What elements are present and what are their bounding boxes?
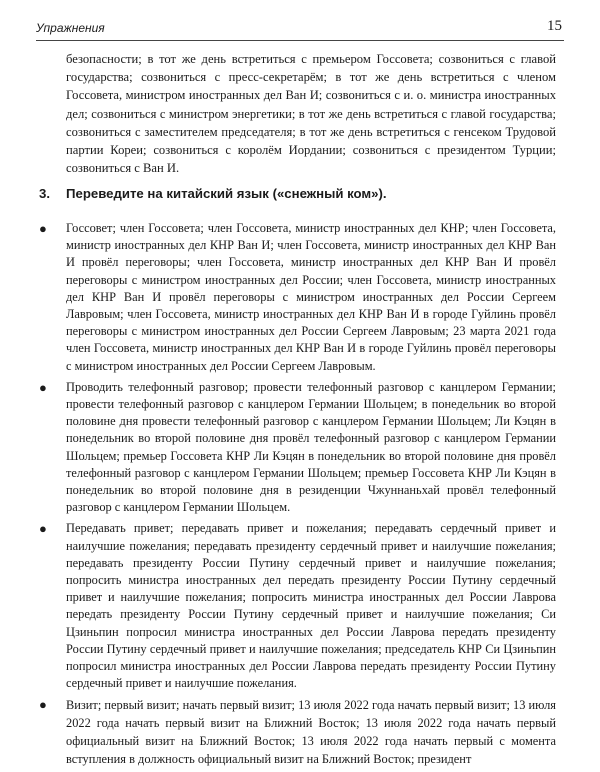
exercise-title: Переведите на китайский язык («снежный ком»). <box>66 186 387 201</box>
list-item <box>39 520 556 692</box>
list-item <box>39 379 556 517</box>
exercise-number: 3. <box>39 186 50 201</box>
list-item <box>39 696 556 768</box>
bullet-icon: ● <box>39 697 47 713</box>
bullet-icon: ● <box>39 521 47 537</box>
bullet-icon: ● <box>39 221 47 236</box>
bullet-list <box>39 220 556 772</box>
bullet-icon: ● <box>39 379 47 395</box>
page-number: 15 <box>547 18 562 34</box>
list-item-text: Визит; первый визит; начать первый визит; 13 июля 2022 года начать первый визит; 13 июля 2022 года начать первый визит на Ближний Восток; 13 июля 2022 года начать первый официальный визит на Ближний Восток; 13 июля 2022 года начать первый с момента вступления в должность официальный визит на Ближний Восток; президент <box>66 698 556 767</box>
list-item-text: Госсовет; член Госсовета; член Госсовета, министр иностранных дел КНР; член Госсовета, министр иностранных дел КНР Ван И; член Госсовета, министр иностранных дел КНР Ван И провёл переговоры; член Госсовета, министр иностранных дел КНР Ван И провёл переговоры с министром иностранных дел России; член Госсовета, министр иностранных дел КНР Ван И провёл переговоры с министром иностранных дел России Сергеем Лавровым; член Госсовета, министр иностранных дел КНР Ван И в городе Гуйлинь провёл переговоры с министром иностранных дел России Сергеем Лавровым; 23 марта 2021 года член Госсовета, министр иностранных дел КНР Ван И в городе Гуйлинь провёл переговоры с министром иностранных дел России Сергеем Лавровым. <box>66 221 556 373</box>
continued-paragraph: безопасности; в тот же день встретиться с премьером Госсовета; созвониться с главой государства; созвониться с пресс-секретарём; в тот же день встретиться с членом Госсовета, министром иностранных дел Ван И; созвониться с и. о. министра иностранных дел; созвониться с министром энергетики; в тот же день встретиться с главой государства; созвониться с заместителем председателя; в тот же день встретиться с генсеком Трудовой партии Кореи; созвониться с королём Иордании; созвониться с президентом Турции; созвониться с Ван И. <box>66 52 556 176</box>
list-item <box>39 220 556 375</box>
section-name: Упражнения <box>36 21 105 35</box>
exercise-heading <box>39 186 559 201</box>
list-item-text: Проводить телефонный разговор; провести телефонный разговор с канцлером Германии; провести телефонный разговор с канцлером Германии Шольцем; в понедельник во второй половине дня провести телефонный разговор с канцлером Германии Шольцем; Ли Кэцян в понедельник во второй половине дня провёл телефонный разговор с канцлером Германии Шольцем; премьер Госсовета КНР Ли Кэцян в понедельник во второй половине дня провёл телефонный разговор с канцлером Германии Шольцем; премьер Госсовета КНР Ли Кэцян в понедельник во второй половине дня в резиденции Чжуннаньхай провёл телефонный разговор с канцлером Германии Шольцем. <box>66 379 556 515</box>
list-item-text: Передавать привет; передавать привет и пожелания; передавать сердечный привет и наилучшие пожелания; передавать президенту сердечный привет и наилучшие пожелания; передавать президенту России Путину сердечный привет и наилучшие пожелания; попросить министра иностранных дел передать президенту России Путину сердечный привет и наилучшие пожелания; попросить министра иностранных дел России Лаврова передать президенту России Путину сердечный привет и наилучшие пожелания; Си Цзиньпин попросил министра иностранных дел России Лаврова передать президенту России Путину сердечный привет и наилучшие пожелания; председатель КНР Си Цзиньпин попросил министра иностранных дел России Лаврова передать президенту России Путину сердечный привет и наилучшие пожелания. <box>66 521 556 691</box>
running-header <box>36 18 564 41</box>
